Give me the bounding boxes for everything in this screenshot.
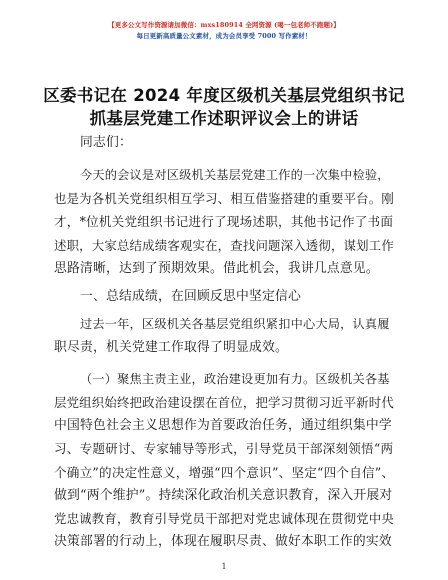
- paragraph-line: 今天的会议是对区级机关基层党建工作的一次集中检验，: [80, 168, 390, 182]
- paragraph-line: 决策部署的行动上，体现在履职尽责、做好本职工作的实效: [54, 534, 392, 549]
- paragraph-line: 层党组织始终把政治建设摆在首位，把学习贯彻习近平新时代: [54, 395, 394, 410]
- document-title-line-2: 抓基层党建工作述职评议会上的讲话: [89, 109, 359, 128]
- paragraph-line: 也是为各机关党组织相互学习、相互借鉴搭建的重要平台。刚: [54, 191, 394, 206]
- promo-header-line-2: 每日更新高质量公文素材，成为会员享受 7000 写作素材！: [136, 32, 312, 40]
- paragraph-line: 个确立”的决定性意义，增强“四个意识”、坚定“四个自信”、: [54, 465, 395, 480]
- section-heading: 一、总结成绩，在回顾反思中坚定信心: [80, 289, 301, 304]
- paragraph-line: （一）聚焦主责主业，政治建设更加有力。区级机关各基: [80, 372, 390, 386]
- promo-header-line-1: 【更多公文写作资源请加微信：mxs180914 全网资源 (喝一包老师不跑题)】: [108, 21, 340, 29]
- paragraph-line: 思路清晰，达到了预期效果。借此机会，我讲几点意见。: [54, 261, 379, 276]
- paragraph-line: 习、专题研讨、专家辅导等形式，引导党员干部深刻领悟“两: [54, 441, 394, 456]
- paragraph-line: 才，*位机关党组织书记进行了现场述职，其他书记作了书面: [54, 214, 394, 229]
- paragraph-line: 党忠诚教育，教育引导党员干部把对党忠诚体现在贯彻党中央: [54, 511, 394, 526]
- greeting: 同志们：: [80, 135, 132, 150]
- paragraph-line: 职尽责，机关党建工作取得了明显成效。: [54, 340, 288, 355]
- document-title-line-1: 区委书记在 2024 年度区级机关基层党组织书记: [43, 86, 405, 105]
- paragraph-line: 中国特色社会主义思想作为首要政治任务，通过组织集中学: [54, 418, 392, 433]
- paragraph-line: 做到“两个维护”。持续深化政治机关意识教育，深入开展对: [54, 488, 393, 503]
- page-number: 1: [221, 562, 227, 571]
- paragraph-line: 过去一年，区级机关各基层党组织紧扣中心大局，认真履: [80, 317, 390, 331]
- paragraph-line: 述职，大家总结成绩客观实在，查找问题深入透彻，谋划工作: [54, 238, 394, 253]
